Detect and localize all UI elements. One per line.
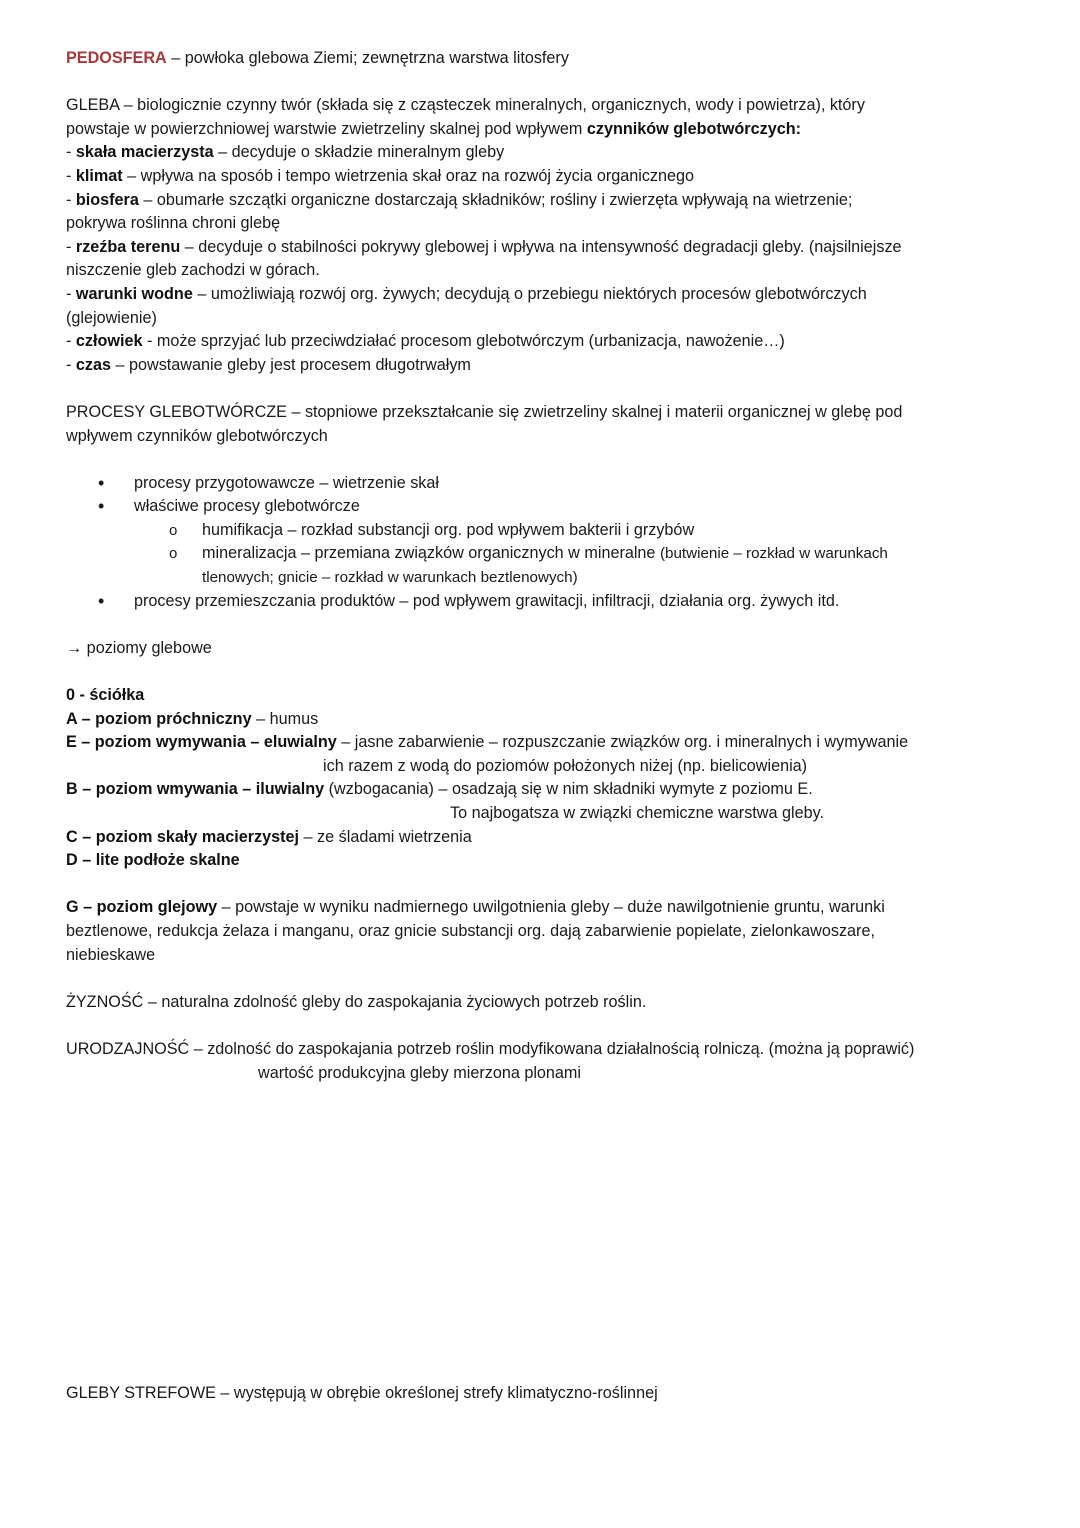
zyznosc-line: ŻYZNOŚĆ – naturalna zdolność gleby do zaspokajania życiowych potrzeb roślin. bbox=[66, 992, 647, 1011]
poziom-o-label: 0 - ściółka bbox=[66, 686, 145, 705]
sublist-item bbox=[66, 542, 1026, 589]
factor-biosfera: - biosfera – obumarłe szczątki organiczne dostarczają składników; rośliny i zwierzęta wpływają na wietrzenie; bbox=[66, 190, 853, 209]
urodzajnosc-line-1: URODZAJNOŚĆ – zdolność do zaspokajania potrzeb roślin modyfikowana działalnością rolniczą. (można ją poprawić) bbox=[66, 1039, 915, 1058]
factor-def: – obumarłe szczątki organiczne dostarczają składników; rośliny i zwierzęta wpływają na wietrzenie; bbox=[138, 190, 853, 209]
factor-def: – decyduje o składzie mineralnym gleby bbox=[213, 143, 505, 162]
poziom-e-def: – jasne zabarwienie – rozpuszczanie związków org. i mineralnych i wymywanie bbox=[336, 733, 909, 752]
factor-def: – powstawanie gleby jest procesem długotrwałym bbox=[111, 355, 471, 374]
factor-term: skała macierzysta bbox=[75, 143, 214, 162]
procesy-sublist bbox=[134, 519, 1026, 590]
list-item bbox=[66, 495, 1026, 589]
poziom-c-term: C – poziom skały macierzystej bbox=[66, 827, 300, 846]
poziom-d bbox=[66, 849, 1026, 873]
procesy-line-1: PROCESY GLEBOTWÓRCZE – stopniowe przekształcanie się zwietrzeliny skalnej i materii organicznej w glebę pod bbox=[66, 402, 903, 421]
poziom-d-term: D – lite podłoże skalne bbox=[66, 851, 240, 870]
factor-def: - może sprzyjać lub przeciwdziałać procesom glebotwórczym (urbanizacja, nawożenie…) bbox=[142, 332, 785, 351]
factor-czas: - czas – powstawanie gleby jest procesem długotrwałym bbox=[66, 355, 471, 374]
poziom-b-cont: To najbogatsza w związki chemiczne warstwa gleby. bbox=[450, 804, 824, 822]
gleby-strefowe-line: GLEBY STREFOWE – występują w obrębie określonej strefy klimatyczno-roślinnej bbox=[66, 1384, 658, 1403]
poziom-a-term: A – poziom próchniczny bbox=[66, 709, 252, 728]
poziom-a-def: – humus bbox=[251, 709, 319, 728]
factor-warunki-wodne-cont: (glejowienie) bbox=[66, 308, 157, 327]
factor-klimat: - klimat – wpływa na sposób i tempo wietrzenia skał oraz na rozwój życia organicznego bbox=[66, 166, 695, 185]
pedosfera-term: PEDOSFERA bbox=[66, 49, 167, 67]
factor-term: klimat bbox=[75, 166, 123, 185]
gleba-line-2 bbox=[66, 118, 1026, 142]
poziom-a bbox=[66, 708, 1026, 732]
poziom-e bbox=[66, 731, 1026, 755]
factor-rzezba: - rzeźba terenu – decyduje o stabilności pokrywy glebowej i wpływa na intensywność degradacji gleby. (najsilniejsze bbox=[66, 237, 902, 256]
poziom-b-def: (wzbogacania) – osadzają się w nim składniki wymyte z poziomu E. bbox=[324, 780, 813, 799]
factor-term: czas bbox=[75, 355, 111, 374]
list-item: • procesy przygotowawcze – wietrzenie skał bbox=[66, 472, 1026, 496]
list-item-label: właściwe procesy glebotwórcze bbox=[134, 497, 360, 516]
poziom-b-term: B – poziom wmywania – iluwialny bbox=[66, 780, 325, 799]
gleba-line-2-text: powstaje w powierzchniowej warstwie zwietrzeliny skalnej pod wpływem bbox=[66, 119, 587, 138]
glejowy-def: – powstaje w wyniku nadmiernego uwilgotnienia gleby – duże nawilgotnienie gruntu, warunki bbox=[217, 898, 885, 917]
factor-skala: - skała macierzysta – decyduje o składzie mineralnym gleby bbox=[66, 143, 505, 162]
glejowy-line-3: niebieskawe bbox=[66, 945, 156, 964]
factor-term: człowiek bbox=[75, 332, 143, 351]
glejowy-line-1 bbox=[66, 896, 1026, 920]
factor-term: rzeźba terenu bbox=[75, 237, 181, 256]
gleba-line-1: GLEBA – biologicznie czynny twór (składa się z cząsteczek mineralnych, organicznych, wody i powietrza), który bbox=[66, 96, 865, 115]
factor-term: biosfera bbox=[75, 190, 139, 209]
sublist-item: o humifikacja – rozkład substancji org. pod wpływem bakterii i grzybów bbox=[66, 519, 1026, 543]
factor-biosfera-cont: pokrywa roślinna chroni glebę bbox=[66, 214, 281, 233]
poziomy-intro: → poziomy glebowe bbox=[66, 638, 212, 657]
list-item: • procesy przemieszczania produktów – pod wpływem grawitacji, infiltracji, działania org. żywych itd. bbox=[66, 590, 1026, 614]
factor-warunki-wodne: - warunki wodne – umożliwiają rozwój org. żywych; decydują o przebiegu niektórych procesów glebotwórczych bbox=[66, 284, 867, 303]
poziom-c-def: – ze śladami wietrzenia bbox=[299, 827, 472, 846]
pedosfera-definition: – powłoka glebowa Ziemi; zewnętrzna warstwa litosfery bbox=[166, 49, 569, 67]
poziom-c bbox=[66, 826, 1026, 850]
poziom-b bbox=[66, 778, 1026, 802]
glejowy-line-2: beztlenowe, redukcja żelaza i manganu, oraz gnicie substancji org. dają zabarwienie popielate, zielonkawoszare, bbox=[66, 921, 875, 940]
sublist-item-note-cont: tlenowych; gnicie – rozkład w warunkach beztlenowych) bbox=[202, 569, 578, 587]
urodzajnosc-line-2: wartość produkcyjna gleby mierzona plonami bbox=[258, 1063, 582, 1082]
factor-term: warunki wodne bbox=[75, 284, 193, 303]
sublist-item-text: mineralizacja – przemiana związków organicznych w mineralne bbox=[202, 544, 660, 563]
procesy-line-2: wpływem czynników glebotwórczych bbox=[66, 426, 328, 445]
procesy-list bbox=[66, 472, 1026, 614]
factor-def: – decyduje o stabilności pokrywy glebowej i wpływa na intensywność degradacji gleby. (najsilniejsze bbox=[180, 237, 902, 256]
factor-def: – umożliwiają rozwój org. żywych; decydują o przebiegu niektórych procesów glebotwórczych bbox=[192, 284, 867, 303]
poziom-e-term: E – poziom wymywania – eluwialny bbox=[66, 733, 337, 752]
sublist-item-note: (butwienie – rozkład w warunkach bbox=[659, 545, 888, 563]
poziom-e-cont: ich razem z wodą do poziomów położonych niżej (np. bielicowienia) bbox=[323, 756, 808, 775]
pedosfera-line bbox=[66, 47, 1026, 71]
poziom-o bbox=[66, 684, 1026, 708]
factor-rzezba-cont: niszczenie gleb zachodzi w górach. bbox=[66, 261, 320, 280]
glejowy-term: G – poziom glejowy bbox=[66, 898, 218, 917]
factor-def: – wpływa na sposób i tempo wietrzenia skał oraz na rozwój życia organicznego bbox=[122, 166, 695, 185]
document-page bbox=[66, 47, 1026, 1406]
factor-czlowiek: - człowiek - może sprzyjać lub przeciwdziałać procesom glebotwórczym (urbanizacja, nawożenie…) bbox=[66, 332, 785, 351]
gleba-factors-heading: czynników glebotwórczych: bbox=[586, 119, 801, 138]
